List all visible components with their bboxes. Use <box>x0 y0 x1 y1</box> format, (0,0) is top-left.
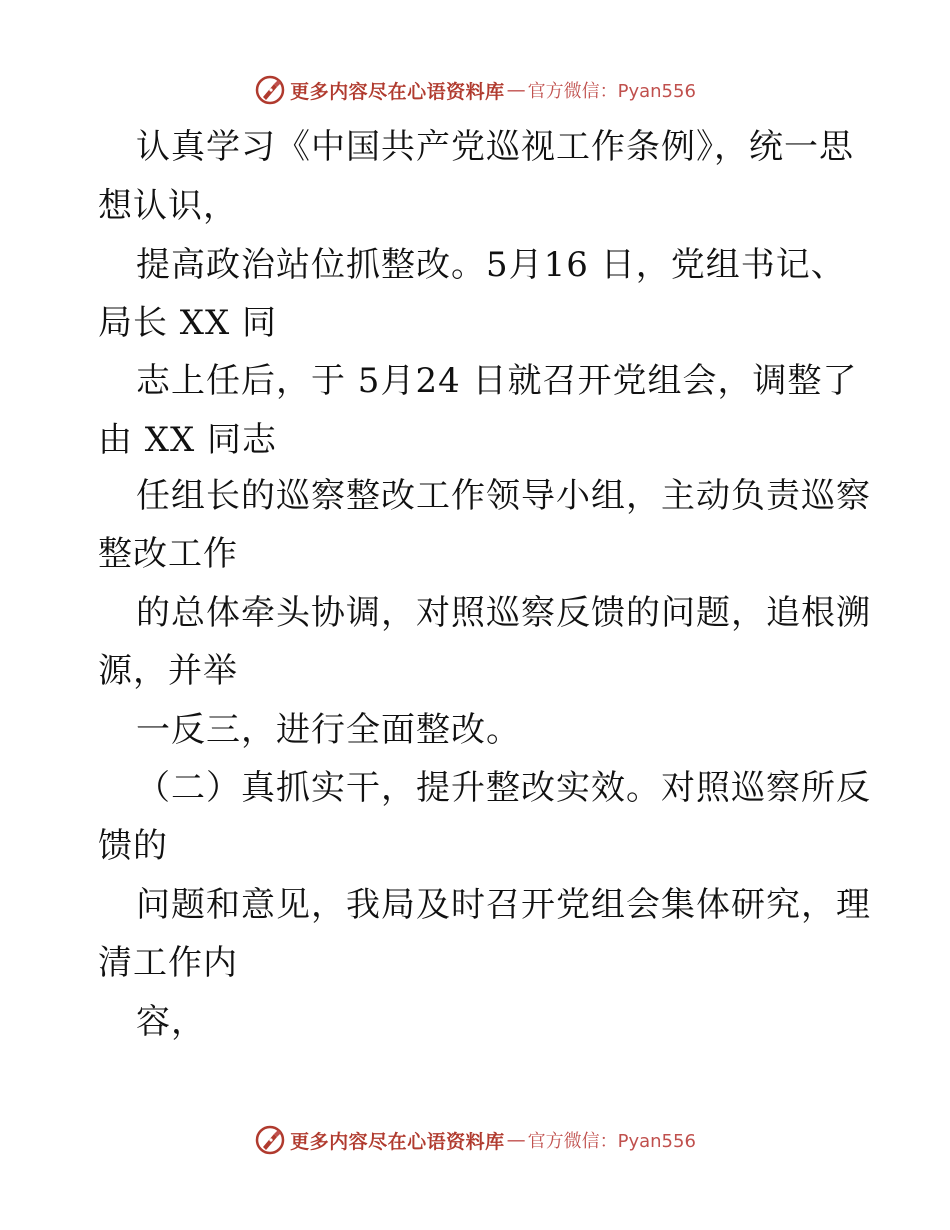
body-line: 问题和意见，我局及时召开党组会集体研究，理 <box>136 885 871 925</box>
body-line: 想认识， <box>98 186 238 226</box>
header-dash: — <box>506 79 526 101</box>
body-line: 局长 XX 同 <box>98 303 278 343</box>
body-line: 整改工作 <box>98 534 238 574</box>
footer-dash: — <box>506 1129 526 1151</box>
header-site-text: 更多内容尽在心语资料库 <box>290 80 505 103</box>
body-line: 一反三，进行全面整改。 <box>136 710 521 750</box>
body-line: 容， <box>136 1002 206 1042</box>
body-line: 源，并举 <box>98 651 238 691</box>
footer-site-text: 更多内容尽在心语资料库 <box>290 1130 505 1153</box>
body-line: 志上任后，于 5月24 日就召开党组会，调整了 <box>136 361 858 401</box>
body-line: 提高政治站位抓整改。5月16 日，党组书记、 <box>136 245 846 285</box>
body-line: （二）真抓实干，提升整改实效。对照巡察所反 <box>136 768 871 808</box>
header-wechat-text: 官方微信：Pyan556 <box>527 81 696 102</box>
footer-banner <box>0 1120 950 1160</box>
body-line: 馈的 <box>98 826 168 866</box>
body-line: 认真学习《中国共产党巡视工作条例》，统一思 <box>136 127 854 167</box>
body-line: 任组长的巡察整改工作领导小组，主动负责巡察 <box>136 476 871 516</box>
body-line: 清工作内 <box>98 943 238 983</box>
footer-wechat-text: 官方微信：Pyan556 <box>527 1131 696 1152</box>
body-line: 由 XX 同志 <box>98 420 278 460</box>
pen-nib-logo-icon <box>254 1124 286 1156</box>
body-line: 的总体牵头协调，对照巡察反馈的问题，追根溯 <box>136 593 871 633</box>
